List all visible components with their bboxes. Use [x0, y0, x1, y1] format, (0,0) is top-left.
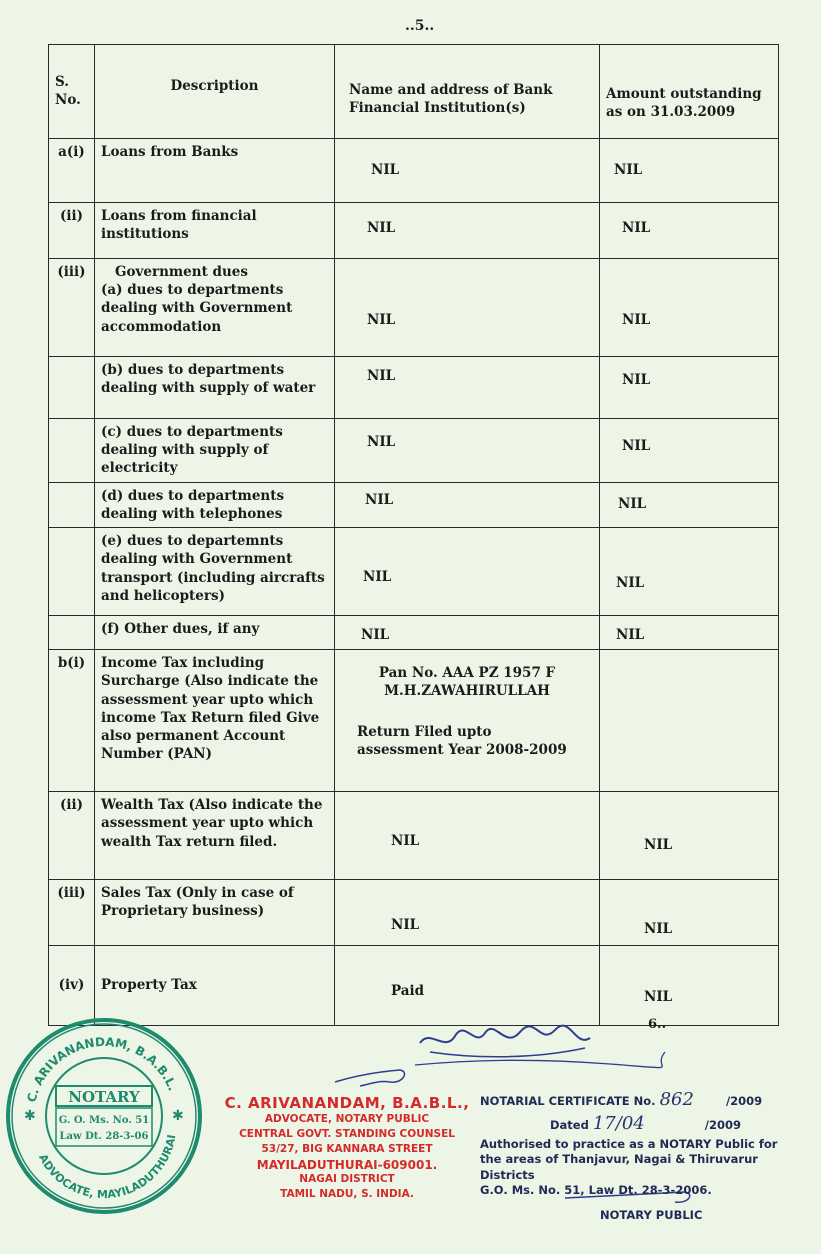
assessment-year: assessment Year 2008-2009	[357, 741, 567, 758]
row-bank: NIL	[335, 139, 600, 203]
notarial-certificate	[480, 1088, 780, 1199]
table-row	[49, 259, 779, 357]
row-amount: NIL	[600, 259, 779, 357]
table-row	[49, 419, 779, 483]
advocate-title: ADVOCATE, NOTARY PUBLIC	[264, 1113, 430, 1125]
row-sno: (iii)	[49, 880, 95, 946]
go-reference: G.O. Ms. No. 51, Law Dt. 28-3-2006.	[480, 1183, 712, 1198]
dated-label: Dated	[550, 1118, 589, 1133]
advocate-state: TAMIL NADU, S. INDIA.	[280, 1187, 414, 1200]
row-sno	[49, 357, 95, 419]
table-row	[49, 482, 779, 527]
row-sno	[49, 419, 95, 483]
row-description: Loans from financial institutions	[95, 203, 335, 259]
table-row	[49, 139, 779, 203]
advocate-street: 53/27, BIG KANNARA STREET	[261, 1143, 433, 1156]
row-sno	[49, 616, 95, 650]
row-bank: NIL	[335, 259, 600, 357]
row-sno: (ii)	[49, 792, 95, 880]
row-amount: NIL	[600, 880, 779, 946]
advocate-name: C. ARIVANANDAM, B.A.B.L.,	[224, 1094, 470, 1112]
row-bank: NIL	[335, 357, 600, 419]
advocate-district: NAGAI DISTRICT	[299, 1172, 395, 1185]
row-amount: NIL	[600, 357, 779, 419]
government-dues-title: Government dues	[115, 264, 248, 280]
advocate-counsel: CENTRAL GOVT. STANDING COUNSEL	[239, 1128, 455, 1141]
liabilities-table	[48, 44, 779, 1026]
pan-holder-name: M.H.ZAWAHIRULLAH	[384, 683, 550, 700]
row-description: (b) dues to departments dealing with supply of water	[95, 357, 335, 419]
svg-text:✱: ✱	[24, 1108, 36, 1124]
row-sno: (iv)	[49, 946, 95, 1026]
table-row	[49, 616, 779, 650]
row-bank: NIL	[335, 792, 600, 880]
row-amount: NIL	[600, 528, 779, 616]
stamp-title: NOTARY	[68, 1088, 140, 1106]
row-bank: NIL	[335, 616, 600, 650]
header-description: Description	[95, 45, 335, 139]
advocate-city: MAYILADUTHURAI-609001.	[256, 1157, 438, 1172]
header-sno: S. No.	[49, 45, 95, 139]
notary-seal-icon	[4, 1016, 204, 1216]
return-filed-label: Return Filed upto	[357, 723, 492, 740]
next-page-number: 6..	[648, 1017, 667, 1032]
cert-year-2: /2009	[704, 1118, 741, 1133]
notary-stamp	[4, 1016, 204, 1216]
stamp-line-2: Law Dt. 28-3-06	[59, 1131, 149, 1142]
cert-year-1: /2009	[725, 1094, 763, 1108]
row-bank	[335, 650, 600, 792]
notary-signature-line	[410, 1050, 670, 1090]
row-description: Sales Tax (Only in case of Proprietary business)	[95, 880, 335, 946]
row-sno: (ii)	[49, 203, 95, 259]
row-amount: NIL	[600, 482, 779, 527]
page-number: ..5..	[405, 18, 435, 34]
table-row	[49, 528, 779, 616]
stamp-line-1: G. O. Ms. No. 51	[58, 1115, 150, 1126]
row-description: (e) dues to departemnts dealing with Government transport (including aircrafts and helicopters)	[95, 528, 335, 616]
row-amount	[600, 650, 779, 792]
gov-accommodation-desc: (a) dues to departments dealing with Government accommodation	[101, 282, 293, 335]
advocate-signature	[330, 1062, 420, 1092]
row-bank: NIL	[335, 482, 600, 527]
row-description: Income Tax including Surcharge (Also indicate the assessment year upto which income Tax Return filed Give also permanent Account Number (PAN)	[95, 650, 335, 792]
row-amount: NIL	[600, 946, 779, 1026]
table-row	[49, 203, 779, 259]
advocate-stamp	[222, 1094, 472, 1202]
table-row	[49, 792, 779, 880]
authorisation-text: Authorised to practice as a NOTARY Public for the areas of Thanjavur, Nagai & Thiruvarur Districts	[480, 1136, 778, 1182]
row-description: (f) Other dues, if any	[95, 616, 335, 650]
header-row	[49, 45, 779, 139]
row-amount: NIL	[600, 139, 779, 203]
header-amount: Amount outstanding as on 31.03.2009	[600, 45, 779, 139]
row-sno: b(i)	[49, 650, 95, 792]
table-row	[49, 357, 779, 419]
cert-label: NOTARIAL CERTIFICATE No.	[480, 1094, 656, 1108]
row-bank: NIL	[335, 880, 600, 946]
row-amount: NIL	[600, 616, 779, 650]
row-sno	[49, 528, 95, 616]
pan-number: Pan No. AAA PZ 1957 F	[378, 665, 556, 682]
row-bank: NIL	[335, 528, 600, 616]
table-row	[49, 946, 779, 1026]
row-amount: NIL	[600, 792, 779, 880]
row-description	[95, 259, 335, 357]
row-description: (d) dues to departments dealing with telephones	[95, 482, 335, 527]
row-amount: NIL	[600, 203, 779, 259]
table-row	[49, 650, 779, 792]
svg-text:✱: ✱	[172, 1108, 184, 1124]
dated-value: 17/04	[592, 1113, 645, 1135]
row-amount: NIL	[600, 419, 779, 483]
row-sno: a(i)	[49, 139, 95, 203]
notary-public-label: NOTARY PUBLIC	[600, 1208, 703, 1222]
row-bank: NIL	[335, 419, 600, 483]
svg-text:C. ARIVANANDAM, B.A.B.L.: C. ARIVANANDAM, B.A.B.L.	[24, 1034, 180, 1104]
svg-text:ADVOCATE, MAYILADUTHURAI: ADVOCATE, MAYILADUTHURAI	[36, 1133, 179, 1202]
row-description: Wealth Tax (Also indicate the assessment year upto which wealth Tax return filed.	[95, 792, 335, 880]
row-sno: (iii)	[49, 259, 95, 357]
row-bank: Paid	[335, 946, 600, 1026]
row-description: Loans from Banks	[95, 139, 335, 203]
row-bank: NIL	[335, 203, 600, 259]
table-row	[49, 880, 779, 946]
row-sno	[49, 482, 95, 527]
row-description: Property Tax	[95, 946, 335, 1026]
row-description: (c) dues to departments dealing with supply of electricity	[95, 419, 335, 483]
header-bank: Name and address of Bank Financial Institution(s)	[335, 45, 600, 139]
cert-number: 862	[659, 1089, 694, 1110]
